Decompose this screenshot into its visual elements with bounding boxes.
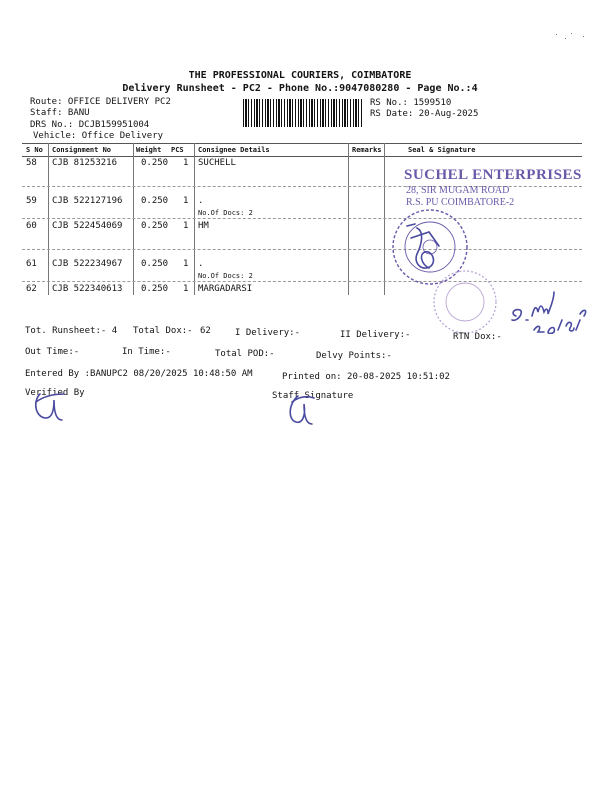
signature-scribble-icon [395, 218, 455, 288]
row-consignment: CJB 522127196 [52, 196, 123, 206]
scan-speck [571, 33, 572, 34]
row-weight: 0.250 [141, 196, 169, 206]
col-seal: Seal & Signature [408, 146, 476, 154]
row-consignee: HM [198, 221, 209, 231]
row-consignment: CJB 522454069 [52, 221, 123, 231]
verified-by-label: Verified By [25, 388, 85, 398]
col-sno: S No [26, 146, 43, 154]
row-pcs: 1 [183, 259, 189, 269]
runsheet-subtitle: Delivery Runsheet - PC2 - Phone No.:9047080280 - Page No.:4 [122, 83, 478, 94]
col-divider [194, 143, 195, 295]
row-weight: 0.250 [141, 284, 169, 294]
company-title: THE PROFESSIONAL COURIERS, COIMBATORE [188, 70, 412, 81]
row-sno: 60 [26, 221, 37, 231]
table-header-rule [22, 156, 582, 157]
row-weight: 0.250 [141, 221, 169, 231]
ii-delivery: II Delivery:- [340, 330, 411, 340]
row-consignment: CJB 522234967 [52, 259, 123, 269]
table-top-rule [22, 143, 582, 144]
col-weight: Weight [136, 146, 162, 154]
row-pcs: 1 [183, 196, 189, 206]
total-runsheet: Tot. Runsheet:- 4 [25, 326, 118, 336]
row-pcs: 1 [183, 284, 189, 294]
row-weight: 0.250 [141, 259, 169, 269]
row-consignee: . [198, 259, 204, 269]
col-remarks: Remarks [352, 146, 382, 154]
row-sno: 61 [26, 259, 37, 269]
total-pod: Total POD:- [215, 349, 275, 359]
scan-speck [556, 34, 557, 35]
col-consignee: Consignee Details [198, 146, 270, 154]
i-delivery: I Delivery:- [235, 328, 301, 338]
row-sno: 62 [26, 284, 37, 294]
printed-on: Printed on: 20-08-2025 10:51:02 [282, 372, 450, 382]
col-divider [384, 143, 385, 295]
total-dox-label: Total Dox:- [133, 326, 193, 336]
staff-info: Staff: BANU [30, 108, 90, 118]
row-consignee: SUCHELL [198, 158, 236, 168]
entered-by: Entered By :BANUPC2 08/20/2025 10:48:50 AM [25, 369, 253, 379]
row-weight: 0.250 [141, 158, 169, 168]
col-divider [133, 143, 134, 295]
row-note: No.Of Docs: 2 [198, 272, 253, 280]
col-divider [348, 143, 349, 295]
vehicle-info: Vehicle: Office Delivery [33, 131, 164, 141]
stamp-address-2: R.S. PU COIMBATORE-2 [406, 197, 515, 208]
stamp-address-1: 28, SIR MUGAM ROAD [406, 185, 510, 196]
row-pcs: 1 [183, 158, 189, 168]
scan-speck [583, 36, 584, 37]
row-sno: 59 [26, 196, 37, 206]
row-consignment: CJB 81253216 [52, 158, 118, 168]
in-time: In Time:- [122, 347, 171, 357]
row-sno: 58 [26, 158, 37, 168]
barcode [243, 99, 363, 127]
rs-number: RS No.: 1599510 [370, 98, 452, 108]
row-divider [22, 249, 582, 250]
rs-date: RS Date: 20-Aug-2025 [370, 109, 479, 119]
scan-speck [565, 38, 566, 39]
route-info: Route: OFFICE DELIVERY PC2 [30, 97, 171, 107]
col-consignment: Consignment No [52, 146, 112, 154]
col-divider [48, 143, 49, 295]
delvy-points: Delvy Points:- [316, 351, 392, 361]
row-consignee: MARGADARSI [198, 284, 253, 294]
row-divider [22, 218, 582, 219]
drs-info: DRS No.: DCJB159951004 [30, 120, 150, 130]
out-time: Out Time:- [25, 347, 80, 357]
staff-signature-icon [282, 390, 322, 430]
row-consignee: . [198, 196, 204, 206]
col-pcs: PCS [171, 146, 184, 154]
total-dox-value: 62 [200, 326, 211, 336]
row-pcs: 1 [183, 221, 189, 231]
staff-signature-label: Staff Signature [272, 391, 354, 401]
row-note: No.Of Docs: 2 [198, 209, 253, 217]
rtn-dox: RTN Dox:- [453, 332, 502, 342]
row-consignment: CJB 522340613 [52, 284, 123, 294]
handwritten-note-icon [508, 286, 588, 334]
stamp-name: SUCHEL ENTERPRISES [404, 167, 582, 183]
verified-signature-icon [30, 388, 75, 426]
